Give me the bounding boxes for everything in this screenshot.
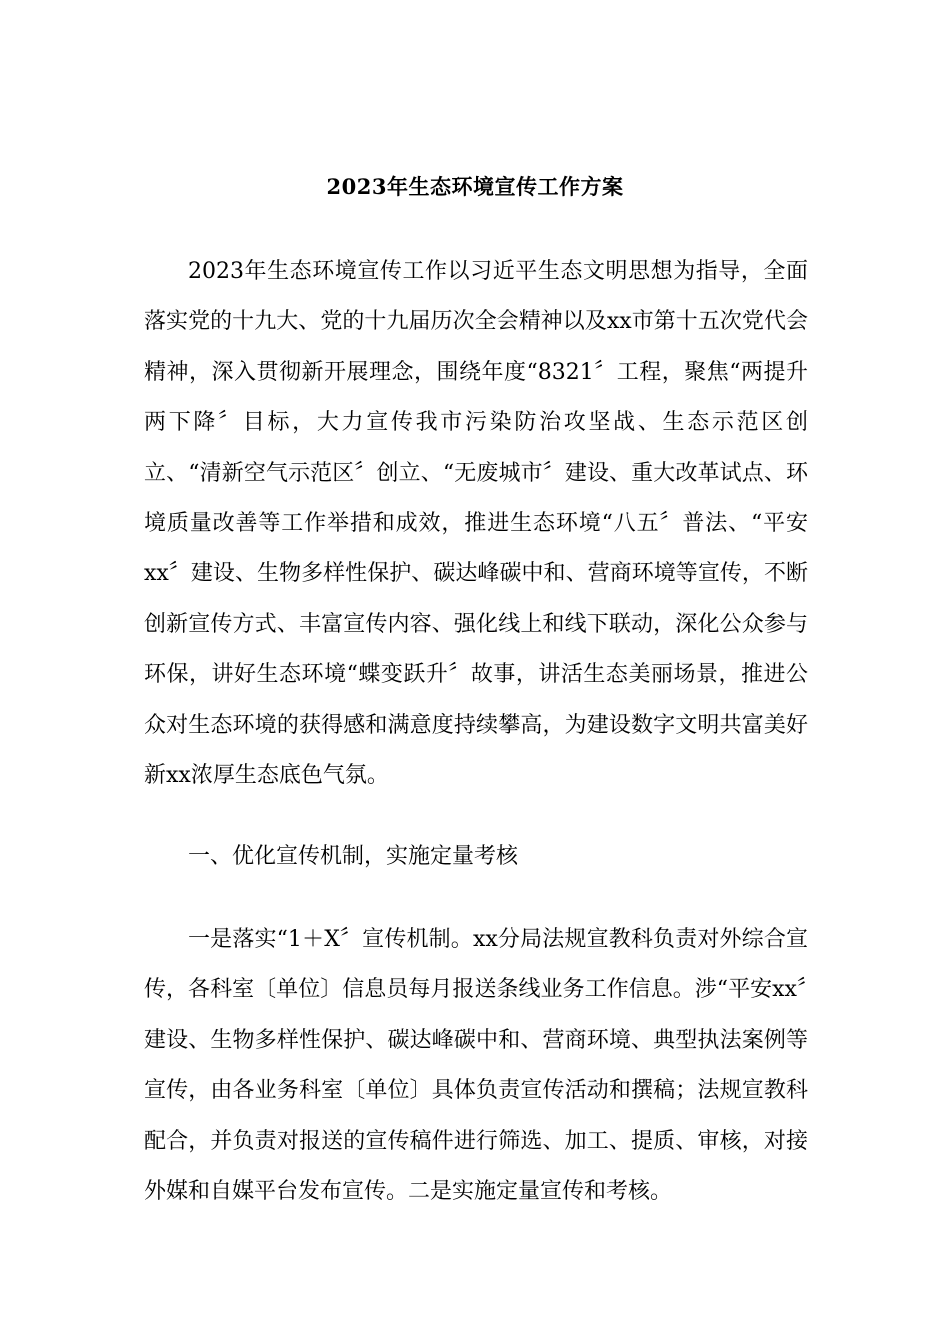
section-heading-1: 一、优化宣传机制，实施定量考核 <box>188 844 519 869</box>
document-title: 2023年生态环境宣传工作方案 <box>326 174 624 199</box>
body-paragraph-section1: 一是落实“1＋X〞宣传机制。xx分局法规宣教科负责对外综合宣传，各科室〔单位〕信息员每月报送条线业务工作信息。涉“平安xx〞建设、生物多样性保护、碳达峰碳中和、营商环境、典型执法案例等宣传，由各业务科室〔单位〕具体负责宣传活动和撰稿；法规宣教科配合，并负责对报送的宣传稿件进行筛选、加工、提质、审核，对接外媒和自媒平台发布宣传。二是实施定量宣传和考核。 <box>144 927 808 1205</box>
body-paragraph-intro: 2023年生态环境宣传工作以习近平生态文明思想为指导，全面落实党的十九大、党的十九届历次全会精神以及xx市第十五次党代会精神，深入贯彻新开展理念，围绕年度“8321〞工程，聚焦“两提升两下降〞目标，大力宣传我市污染防治攻坚战、生态示范区创立、“清新空气示范区〞创立、“无废城市〞建设、重大改革试点、环境质量改善等工作举措和成效，推进生态环境“八五〞普法、“平安xx〞建设、生物多样性保护、碳达峰碳中和、营商环境等宣传，不断创新宣传方式、丰富宣传内容、强化线上和线下联动，深化公众参与环保，讲好生态环境“蝶变跃升〞故事，讲活生态美丽场景，推进公众对生态环境的获得感和满意度持续攀高，为建设数字文明共富美好新xx浓厚生态底色气氛。 <box>144 259 809 789</box>
